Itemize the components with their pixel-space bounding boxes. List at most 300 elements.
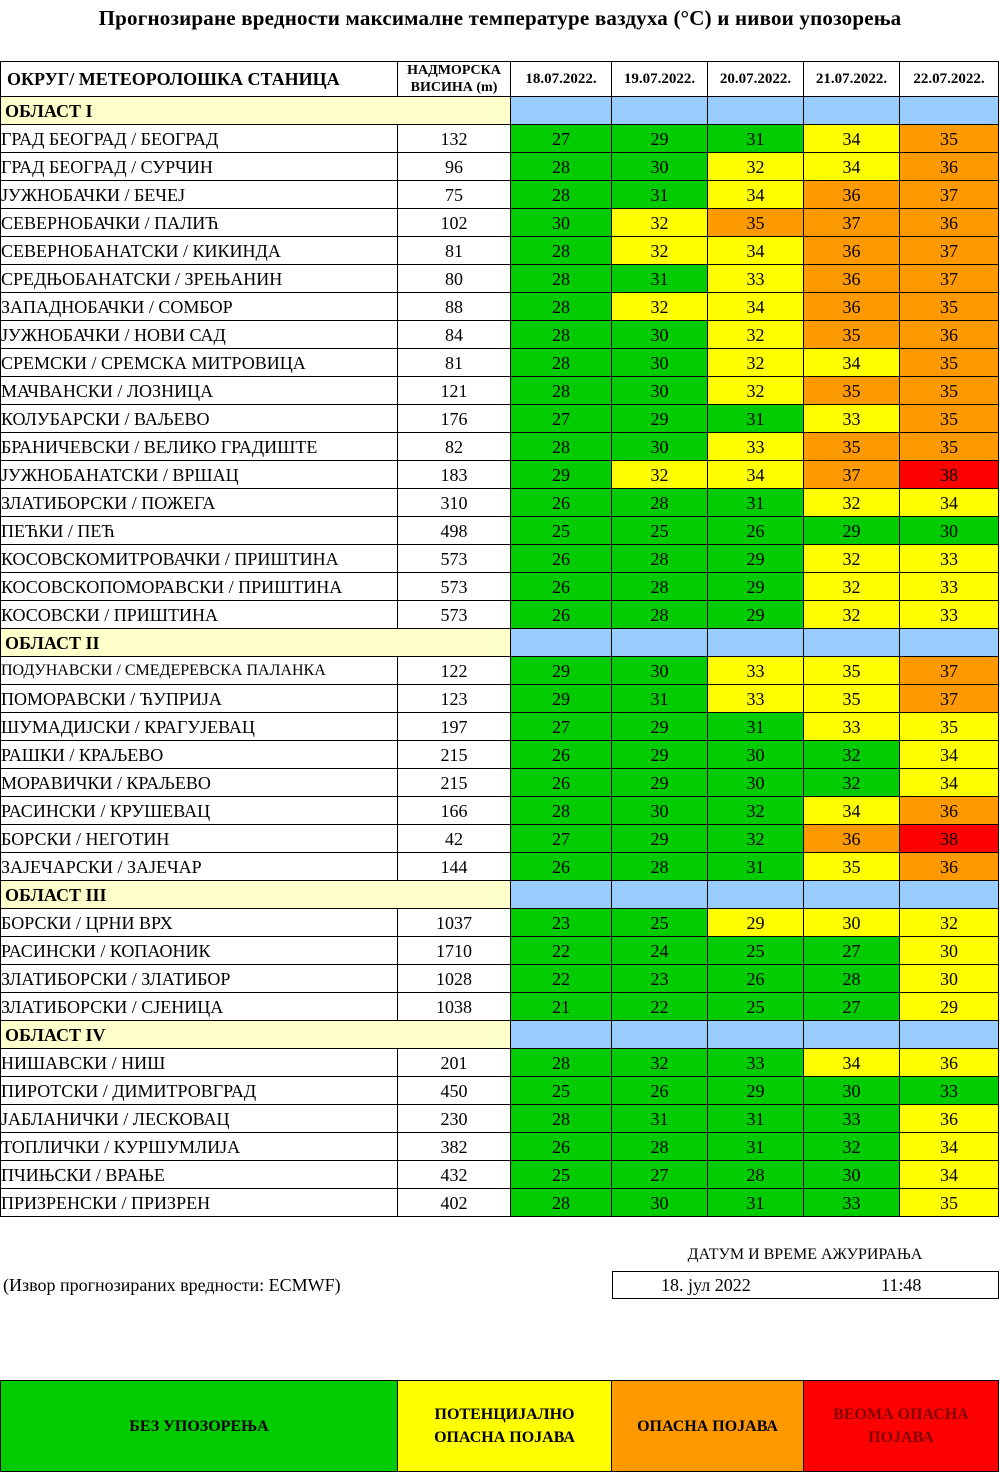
source-note: (Извор прогнозираних вредности: ECMWF): [3, 1275, 341, 1295]
region-date-cell: [804, 629, 900, 657]
temperature-cell: 35: [900, 377, 999, 405]
table-row: [1, 181, 999, 209]
table-row: [1, 1133, 999, 1161]
temperature-cell: 32: [612, 209, 708, 237]
table-row: [1, 209, 999, 237]
table-row: [1, 853, 999, 881]
station-name: ГРАД БЕОГРАД / СУРЧИН: [1, 153, 398, 181]
station-altitude: 80: [398, 265, 511, 293]
temperature-cell: 28: [511, 1105, 612, 1133]
region-date-cell: [900, 629, 999, 657]
temperature-cell: 32: [804, 601, 900, 629]
region-date-cell: [511, 629, 612, 657]
temperature-cell: 32: [612, 293, 708, 321]
temperature-cell: 30: [804, 1077, 900, 1105]
temperature-cell: 33: [708, 657, 804, 685]
temperature-cell: 34: [900, 769, 999, 797]
table-row: [1, 573, 999, 601]
temperature-cell: 37: [900, 265, 999, 293]
temperature-cell: 26: [511, 489, 612, 517]
temperature-cell: 34: [708, 293, 804, 321]
table-row: [1, 433, 999, 461]
temperature-cell: 29: [708, 1077, 804, 1105]
temperature-cell: 32: [708, 825, 804, 853]
station-name: ПЕЋКИ / ПЕЋ: [1, 517, 398, 545]
station-altitude: 144: [398, 853, 511, 881]
region-date-cell: [612, 629, 708, 657]
temperature-cell: 28: [511, 265, 612, 293]
temperature-cell: 32: [804, 489, 900, 517]
temperature-cell: 38: [900, 825, 999, 853]
station-altitude: 573: [398, 601, 511, 629]
temperature-cell: 30: [708, 769, 804, 797]
table-row: [1, 293, 999, 321]
region-row: [1, 97, 999, 125]
temperature-cell: 31: [612, 265, 708, 293]
legend-label: БЕЗ УПОЗОРЕЊА: [129, 1417, 269, 1435]
legend-label: ОПАСНА ПОЈАВА: [434, 1429, 575, 1446]
station-name: КОСОВСКИ / ПРИШТИНА: [1, 601, 398, 629]
temperature-cell: 34: [900, 1161, 999, 1189]
region-date-cell: [708, 881, 804, 909]
temperature-cell: 26: [511, 601, 612, 629]
temperature-cell: 28: [511, 1189, 612, 1217]
temperature-cell: 37: [804, 461, 900, 489]
temperature-cell: 29: [612, 405, 708, 433]
temperature-cell: 29: [612, 741, 708, 769]
temperature-cell: 35: [804, 657, 900, 685]
temperature-cell: 29: [612, 125, 708, 153]
station-altitude: 42: [398, 825, 511, 853]
temperature-cell: 31: [612, 685, 708, 713]
temperature-cell: 36: [900, 153, 999, 181]
temperature-cell: 28: [511, 181, 612, 209]
table-row: [1, 965, 999, 993]
temperature-cell: 29: [708, 545, 804, 573]
temperature-cell: 22: [612, 993, 708, 1021]
station-altitude: 1028: [398, 965, 511, 993]
station-name: ЗЛАТИБОРСКИ / СЈЕНИЦА: [1, 993, 398, 1021]
temperature-cell: 33: [900, 545, 999, 573]
temperature-cell: 34: [804, 125, 900, 153]
station-name: РАСИНСКИ / КОПАОНИК: [1, 937, 398, 965]
station-name: БОРСКИ / ЦРНИ ВРХ: [1, 909, 398, 937]
station-altitude: 183: [398, 461, 511, 489]
temperature-cell: 31: [708, 1133, 804, 1161]
station-name: КОСОВСКОПОМОРАВСКИ / ПРИШТИНА: [1, 573, 398, 601]
table-row: [1, 1161, 999, 1189]
temperature-cell: 31: [708, 125, 804, 153]
region-date-cell: [511, 97, 612, 125]
temperature-cell: 26: [511, 853, 612, 881]
legend-label: ВЕОМА ОПАСНА: [833, 1406, 969, 1423]
temperature-cell: 34: [708, 237, 804, 265]
temperature-cell: 28: [612, 573, 708, 601]
temperature-cell: 27: [612, 1161, 708, 1189]
temperature-cell: 29: [612, 713, 708, 741]
date-column-header: 18.07.2022.: [511, 62, 612, 97]
station-name: КОСОВСКОМИТРОВАЧКИ / ПРИШТИНА: [1, 545, 398, 573]
temperature-cell: 37: [900, 657, 999, 685]
table-header-row: [1, 62, 999, 97]
temperature-cell: 30: [612, 797, 708, 825]
legend-label: ПОЈАВА: [868, 1429, 934, 1446]
temperature-cell: 28: [511, 293, 612, 321]
temperature-cell: 22: [511, 965, 612, 993]
temperature-cell: 25: [708, 937, 804, 965]
region-date-cell: [612, 97, 708, 125]
altitude-column-header: [398, 62, 511, 97]
table-row: [1, 265, 999, 293]
station-altitude: 102: [398, 209, 511, 237]
station-altitude: 121: [398, 377, 511, 405]
station-altitude: 498: [398, 517, 511, 545]
temperature-cell: 25: [612, 517, 708, 545]
table-row: [1, 545, 999, 573]
temperature-cell: 28: [612, 1133, 708, 1161]
temperature-cell: 32: [804, 545, 900, 573]
temperature-cell: 28: [612, 601, 708, 629]
temperature-cell: 30: [708, 741, 804, 769]
temperature-cell: 29: [708, 573, 804, 601]
temperature-cell: 21: [511, 993, 612, 1021]
temperature-cell: 28: [804, 965, 900, 993]
legend-potentially-dangerous: [398, 1381, 612, 1472]
temperature-cell: 32: [708, 153, 804, 181]
region-date-cell: [612, 881, 708, 909]
temperature-cell: 36: [900, 1049, 999, 1077]
altitude-header-line1: НАДМОРСКА: [407, 63, 501, 78]
table-row: [1, 825, 999, 853]
temperature-cell: 33: [708, 433, 804, 461]
temperature-cell: 31: [708, 1189, 804, 1217]
temperature-cell: 30: [511, 209, 612, 237]
temperature-cell: 33: [900, 601, 999, 629]
table-row: [1, 713, 999, 741]
station-altitude: 382: [398, 1133, 511, 1161]
warning-legend: [0, 1380, 999, 1472]
temperature-cell: 28: [511, 153, 612, 181]
temperature-cell: 30: [612, 377, 708, 405]
temperature-cell: 23: [612, 965, 708, 993]
temperature-cell: 34: [900, 1133, 999, 1161]
temperature-cell: 26: [708, 517, 804, 545]
station-name: РАШКИ / КРАЉЕВО: [1, 741, 398, 769]
region-row: [1, 629, 999, 657]
station-altitude: 201: [398, 1049, 511, 1077]
date-column-header: 19.07.2022.: [612, 62, 708, 97]
temperature-cell: 29: [804, 517, 900, 545]
region-date-cell: [708, 97, 804, 125]
region-name: ОБЛАСТ II: [1, 629, 511, 657]
temperature-cell: 33: [900, 1077, 999, 1105]
temperature-cell: 35: [900, 433, 999, 461]
temperature-cell: 32: [612, 237, 708, 265]
temperature-cell: 32: [612, 461, 708, 489]
update-time: 11:48: [881, 1275, 922, 1295]
temperature-cell: 36: [804, 293, 900, 321]
station-name: ЗЛАТИБОРСКИ / ПОЖЕГА: [1, 489, 398, 517]
station-altitude: 573: [398, 573, 511, 601]
table-row: [1, 993, 999, 1021]
temperature-cell: 27: [804, 937, 900, 965]
temperature-cell: 31: [708, 405, 804, 433]
temperature-cell: 32: [804, 741, 900, 769]
temperature-cell: 28: [511, 321, 612, 349]
temperature-cell: 32: [900, 909, 999, 937]
table-row: [1, 909, 999, 937]
legend-label: ПОТЕНЦИЈАЛНО: [434, 1406, 575, 1423]
region-date-cell: [804, 881, 900, 909]
temperature-cell: 31: [708, 713, 804, 741]
temperature-cell: 32: [804, 573, 900, 601]
station-name: ТОПЛИЧКИ / КУРШУМЛИЈА: [1, 1133, 398, 1161]
temperature-cell: 36: [900, 797, 999, 825]
region-date-cell: [511, 1021, 612, 1049]
temperature-cell: 25: [708, 993, 804, 1021]
station-name: СЕВЕРНОБАЧКИ / ПАЛИЋ: [1, 209, 398, 237]
update-label: ДАТУМ И ВРЕМЕ АЖУРИРАЊА: [687, 1246, 923, 1263]
station-altitude: 432: [398, 1161, 511, 1189]
legend-no-warning: [1, 1381, 398, 1472]
temperature-cell: 28: [511, 1049, 612, 1077]
station-altitude: 81: [398, 237, 511, 265]
table-row: [1, 349, 999, 377]
page-title: Прогнозиране вредности максималне температуре ваздуха (°C) и нивои упозорења: [98, 6, 902, 30]
temperature-cell: 29: [511, 461, 612, 489]
temperature-cell: 30: [612, 349, 708, 377]
temperature-cell: 26: [511, 545, 612, 573]
temperature-cell: 25: [612, 909, 708, 937]
table-row: [1, 741, 999, 769]
station-name: МАЧВАНСКИ / ЛОЗНИЦА: [1, 377, 398, 405]
temperature-cell: 30: [612, 433, 708, 461]
altitude-header-line2: ВИСИНА (m): [410, 80, 498, 95]
station-altitude: 176: [398, 405, 511, 433]
table-row: [1, 797, 999, 825]
temperature-cell: 30: [804, 909, 900, 937]
temperature-cell: 29: [708, 601, 804, 629]
temperature-cell: 25: [511, 1161, 612, 1189]
date-column-header: 20.07.2022.: [708, 62, 804, 97]
temperature-cell: 33: [900, 573, 999, 601]
forecast-table: [0, 61, 999, 1217]
temperature-cell: 37: [900, 237, 999, 265]
temperature-cell: 30: [612, 321, 708, 349]
temperature-cell: 35: [900, 405, 999, 433]
temperature-cell: 33: [708, 685, 804, 713]
region-date-cell: [708, 1021, 804, 1049]
temperature-cell: 35: [900, 125, 999, 153]
station-altitude: 1037: [398, 909, 511, 937]
region-date-cell: [900, 881, 999, 909]
legend-label: ОПАСНА ПОЈАВА: [637, 1417, 778, 1435]
table-row: [1, 517, 999, 545]
table-row: [1, 153, 999, 181]
station-altitude: 402: [398, 1189, 511, 1217]
table-row: [1, 601, 999, 629]
temperature-cell: 28: [612, 545, 708, 573]
station-altitude: 1710: [398, 937, 511, 965]
temperature-cell: 26: [511, 573, 612, 601]
temperature-cell: 32: [708, 349, 804, 377]
temperature-cell: 35: [900, 1189, 999, 1217]
temperature-cell: 34: [804, 153, 900, 181]
station-name: БРАНИЧЕВСКИ / ВЕЛИКО ГРАДИШТЕ: [1, 433, 398, 461]
region-date-cell: [900, 97, 999, 125]
temperature-cell: 33: [804, 713, 900, 741]
temperature-cell: 29: [708, 909, 804, 937]
table-row: [1, 405, 999, 433]
temperature-cell: 28: [708, 1161, 804, 1189]
temperature-cell: 35: [708, 209, 804, 237]
region-row: [1, 1021, 999, 1049]
station-name: НИШАВСКИ / НИШ: [1, 1049, 398, 1077]
temperature-cell: 28: [511, 433, 612, 461]
station-name: РАСИНСКИ / КРУШЕВАЦ: [1, 797, 398, 825]
table-row: [1, 685, 999, 713]
table-row: [1, 657, 999, 685]
temperature-cell: 32: [708, 377, 804, 405]
table-row: [1, 769, 999, 797]
station-name: СЕВЕРНОБАНАТСКИ / КИКИНДА: [1, 237, 398, 265]
station-name: ЗЛАТИБОРСКИ / ЗЛАТИБОР: [1, 965, 398, 993]
temperature-cell: 26: [511, 769, 612, 797]
temperature-cell: 36: [900, 853, 999, 881]
temperature-cell: 27: [511, 713, 612, 741]
table-row: [1, 1189, 999, 1217]
region-date-cell: [804, 97, 900, 125]
table-row: [1, 377, 999, 405]
temperature-cell: 34: [804, 1049, 900, 1077]
temperature-cell: 36: [900, 321, 999, 349]
temperature-cell: 28: [511, 349, 612, 377]
station-altitude: 84: [398, 321, 511, 349]
region-name: ОБЛАСТ I: [1, 97, 511, 125]
station-name: ГРАД БЕОГРАД / БЕОГРАД: [1, 125, 398, 153]
temperature-cell: 33: [804, 1105, 900, 1133]
temperature-cell: 31: [612, 1105, 708, 1133]
temperature-cell: 27: [804, 993, 900, 1021]
region-name: ОБЛАСТ III: [1, 881, 511, 909]
temperature-cell: 23: [511, 909, 612, 937]
temperature-cell: 35: [804, 685, 900, 713]
table-row: [1, 1049, 999, 1077]
temperature-cell: 25: [511, 517, 612, 545]
table-row: [1, 125, 999, 153]
station-name: ЈУЖНОБАЧКИ / БЕЧЕЈ: [1, 181, 398, 209]
station-name: ПОМОРАВСКИ / ЋУПРИЈА: [1, 685, 398, 713]
date-column-header: 21.07.2022.: [804, 62, 900, 97]
station-altitude: 82: [398, 433, 511, 461]
temperature-cell: 36: [804, 825, 900, 853]
region-date-cell: [612, 1021, 708, 1049]
temperature-cell: 32: [612, 1049, 708, 1077]
temperature-cell: 36: [804, 265, 900, 293]
table-row: [1, 461, 999, 489]
temperature-cell: 34: [804, 797, 900, 825]
temperature-cell: 30: [612, 1189, 708, 1217]
station-name: ПИРОТСКИ / ДИМИТРОВГРАД: [1, 1077, 398, 1105]
legend-dangerous: [612, 1381, 804, 1472]
table-row: [1, 1105, 999, 1133]
temperature-cell: 24: [612, 937, 708, 965]
temperature-cell: 30: [900, 965, 999, 993]
temperature-cell: 28: [511, 797, 612, 825]
temperature-cell: 33: [708, 265, 804, 293]
temperature-cell: 35: [900, 293, 999, 321]
temperature-cell: 31: [708, 1105, 804, 1133]
temperature-cell: 28: [612, 853, 708, 881]
temperature-cell: 27: [511, 125, 612, 153]
temperature-cell: 26: [511, 741, 612, 769]
temperature-cell: 26: [708, 965, 804, 993]
temperature-cell: 37: [900, 181, 999, 209]
temperature-cell: 34: [900, 741, 999, 769]
temperature-cell: 36: [804, 181, 900, 209]
temperature-cell: 32: [708, 797, 804, 825]
station-name: СРЕМСКИ / СРЕМСКА МИТРОВИЦА: [1, 349, 398, 377]
temperature-cell: 28: [511, 377, 612, 405]
temperature-cell: 28: [511, 237, 612, 265]
temperature-cell: 36: [900, 209, 999, 237]
temperature-cell: 32: [804, 1133, 900, 1161]
table-row: [1, 937, 999, 965]
temperature-cell: 26: [612, 1077, 708, 1105]
temperature-cell: 29: [511, 685, 612, 713]
station-column-header: ОКРУГ/ МЕТЕОРОЛОШКА СТАНИЦА: [1, 62, 398, 97]
temperature-cell: 25: [511, 1077, 612, 1105]
station-name: СРЕДЊОБАНАТСКИ / ЗРЕЊАНИН: [1, 265, 398, 293]
temperature-cell: 32: [804, 769, 900, 797]
temperature-cell: 35: [900, 713, 999, 741]
temperature-cell: 35: [804, 321, 900, 349]
temperature-cell: 30: [900, 937, 999, 965]
table-row: [1, 1077, 999, 1105]
temperature-cell: 34: [900, 489, 999, 517]
temperature-cell: 29: [900, 993, 999, 1021]
station-name: ЗАЈЕЧАРСКИ / ЗАЈЕЧАР: [1, 853, 398, 881]
station-name: ПОДУНАВСКИ / СМЕДЕРЕВСКА ПАЛАНКА: [1, 657, 398, 685]
temperature-cell: 32: [708, 321, 804, 349]
station-name: МОРАВИЧКИ / КРАЉЕВО: [1, 769, 398, 797]
temperature-cell: 35: [804, 377, 900, 405]
station-name: БОРСКИ / НЕГОТИН: [1, 825, 398, 853]
station-altitude: 132: [398, 125, 511, 153]
region-date-cell: [511, 881, 612, 909]
station-name: ПЧИЊСКИ / ВРАЊЕ: [1, 1161, 398, 1189]
temperature-cell: 27: [511, 825, 612, 853]
temperature-cell: 38: [900, 461, 999, 489]
station-altitude: 215: [398, 769, 511, 797]
station-altitude: 1038: [398, 993, 511, 1021]
temperature-cell: 34: [708, 181, 804, 209]
temperature-cell: 29: [511, 657, 612, 685]
region-name: ОБЛАСТ IV: [1, 1021, 511, 1049]
temperature-cell: 30: [804, 1161, 900, 1189]
temperature-cell: 30: [612, 153, 708, 181]
region-date-cell: [708, 629, 804, 657]
temperature-cell: 35: [804, 853, 900, 881]
temperature-cell: 36: [804, 237, 900, 265]
table-row: [1, 321, 999, 349]
temperature-cell: 37: [804, 209, 900, 237]
temperature-cell: 26: [511, 1133, 612, 1161]
update-date: 18. јул 2022: [661, 1275, 751, 1295]
station-altitude: 88: [398, 293, 511, 321]
temperature-cell: 28: [612, 489, 708, 517]
station-name: ЈУЖНОБАНАТСКИ / ВРШАЦ: [1, 461, 398, 489]
